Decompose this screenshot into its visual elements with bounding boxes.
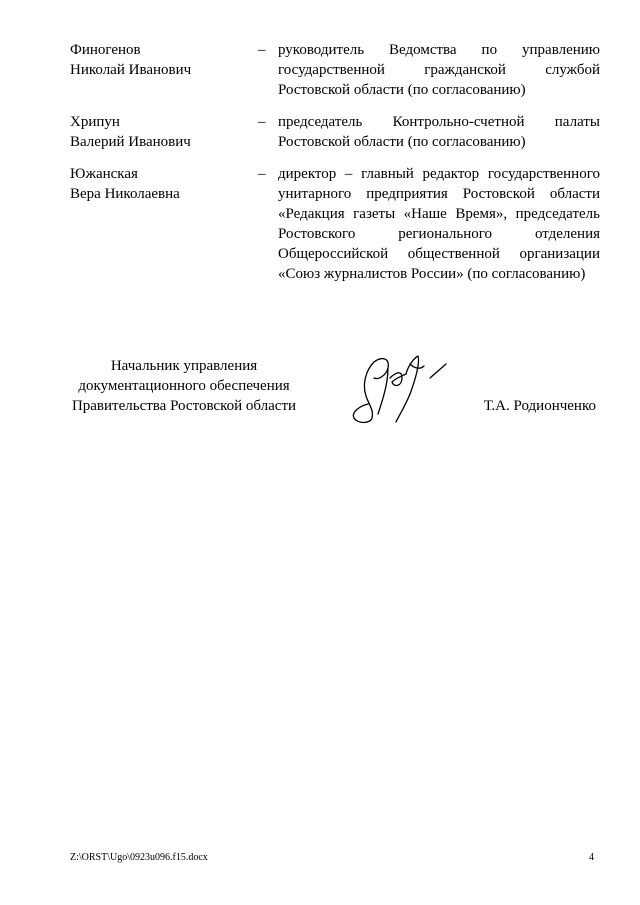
member-entry xyxy=(70,40,600,100)
entry-dash: – xyxy=(258,166,266,182)
member-given-names: Николай Иванович xyxy=(70,62,192,78)
member-given-names: Вера Николаевна xyxy=(70,186,180,202)
member-surname: Финогенов xyxy=(70,42,141,58)
member-name xyxy=(70,164,258,284)
signatory-name: Т.А. Родионченко xyxy=(483,398,596,414)
position-line: Ростовского регионального отделения xyxy=(278,226,600,242)
member-list xyxy=(70,40,600,296)
position-line: унитарного предприятия Ростовской области xyxy=(278,186,600,202)
member-given-names: Валерий Иванович xyxy=(70,134,191,150)
footer-file-path: Z:\ORST\Ugo\0923u096.f15.docx xyxy=(70,852,208,863)
signatory-title-line: Начальник управления xyxy=(110,358,258,374)
member-surname: Хрипун xyxy=(70,114,120,130)
position-line: «Союз журналистов России» (по согласованию) xyxy=(278,266,586,282)
signature-block xyxy=(68,356,608,436)
position-line: государственной гражданской службой xyxy=(278,62,600,78)
position-line: Ростовской области (по согласованию) xyxy=(278,134,526,150)
member-name xyxy=(70,40,258,100)
member-entry xyxy=(70,164,600,284)
member-surname: Южанская xyxy=(70,166,138,182)
entry-dash: – xyxy=(258,114,266,130)
position-line: председатель Контрольно-счетной палаты xyxy=(278,114,600,130)
signatory-title-line: Правительства Ростовской области xyxy=(71,398,297,414)
member-position xyxy=(278,164,600,284)
member-entry xyxy=(70,112,600,152)
page-number: 4 xyxy=(589,852,594,863)
signatory-title-line: документационного обеспечения xyxy=(78,378,290,394)
handwritten-signature-image xyxy=(344,348,454,428)
member-position xyxy=(278,112,600,152)
member-name xyxy=(70,112,258,152)
position-line: руководитель Ведомства по управлению xyxy=(278,42,600,58)
signatory-title xyxy=(68,356,300,416)
member-position xyxy=(278,40,600,100)
position-line: директор – главный редактор государственного xyxy=(278,166,600,182)
position-line: Ростовской области (по согласованию) xyxy=(278,82,526,98)
position-line: Общероссийской общественной организации xyxy=(278,246,600,262)
entry-dash: – xyxy=(258,42,266,58)
position-line: «Редакция газеты «Наше Время», председатель xyxy=(278,206,600,222)
